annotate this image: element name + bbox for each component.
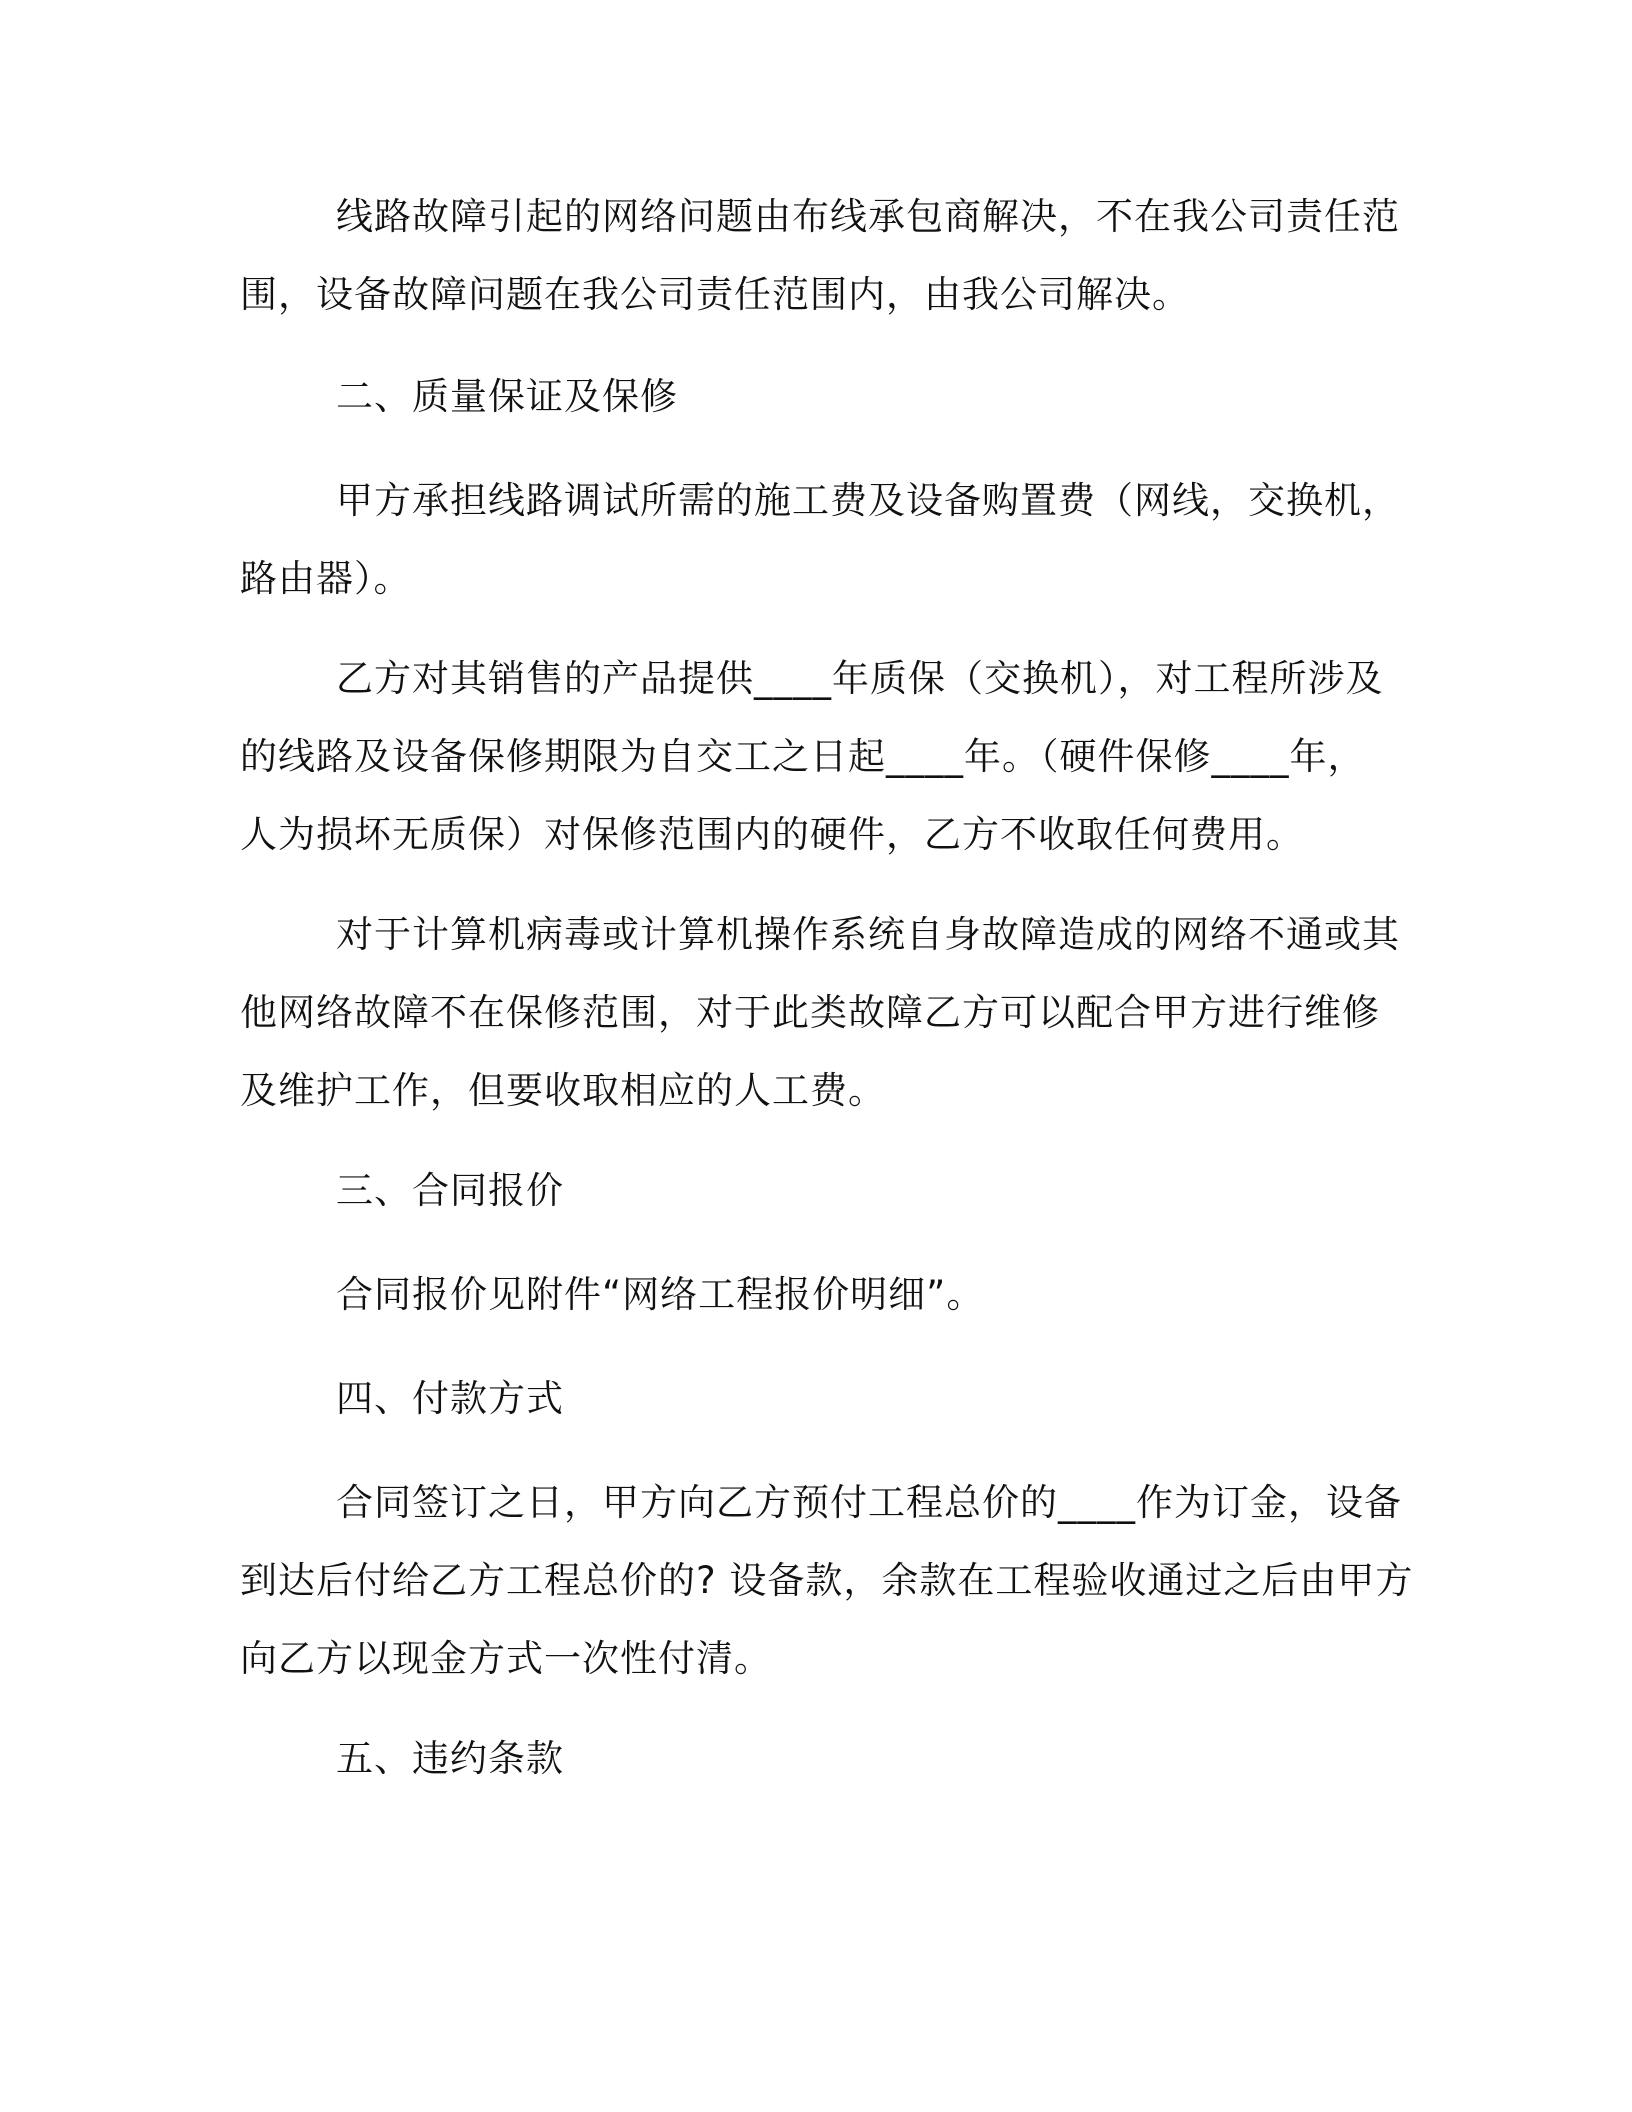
section-heading-warranty: [240, 358, 1385, 436]
paragraph-costs: [240, 462, 1400, 618]
paragraph-line: 的线路及设备保修期限为自交工之日起____年。（硬件保修____年，: [240, 735, 1366, 778]
section-heading-breach: [240, 1720, 1385, 1798]
section-heading: 二、质量保证及保修: [336, 375, 678, 418]
paragraph-quote: [240, 1256, 1385, 1334]
section-heading-quote: [240, 1152, 1385, 1230]
paragraph-line: 到达后付给乙方工程总价的? 设备款，余款在工程验收通过之后由甲方: [240, 1559, 1414, 1602]
paragraph-line-fault: [240, 178, 1400, 334]
paragraph-line: 线路故障引起的网络问题由布线承包商解决，不在我公司责任范: [336, 195, 1400, 238]
paragraph-exclusions: [240, 896, 1400, 1130]
section-heading: 五、违约条款: [336, 1737, 564, 1780]
section-heading: 三、合同报价: [336, 1169, 564, 1212]
section-heading-payment: [240, 1360, 1385, 1438]
paragraph-line: 乙方对其销售的产品提供____年质保（交换机），对工程所涉及: [336, 657, 1384, 700]
paragraph-payment: [240, 1464, 1414, 1698]
paragraph-line: 合同签订之日，甲方向乙方预付工程总价的____作为订金，设备: [336, 1481, 1402, 1524]
paragraph-line: 围，设备故障问题在我公司责任范围内，由我公司解决。: [240, 273, 1190, 316]
paragraph-warranty-terms: [240, 640, 1385, 874]
section-heading: 四、付款方式: [336, 1377, 564, 1420]
paragraph-line: 人为损坏无质保）对保修范围内的硬件，乙方不收取任何费用。: [240, 813, 1304, 856]
paragraph-line: 路由器）。: [240, 557, 412, 600]
paragraph-line: 甲方承担线路调试所需的施工费及设备购置费（网线，交换机，: [336, 479, 1400, 522]
paragraph-line: 合同报价见附件“网络工程报价明细”。: [336, 1273, 985, 1316]
paragraph-line: 他网络故障不在保修范围，对于此类故障乙方可以配合甲方进行维修: [240, 991, 1380, 1034]
paragraph-line: 对于计算机病毒或计算机操作系统自身故障造成的网络不通或其: [336, 913, 1400, 956]
paragraph-line: 向乙方以现金方式一次性付清。: [240, 1637, 772, 1680]
paragraph-line: 及维护工作，但要收取相应的人工费。: [240, 1069, 886, 1112]
